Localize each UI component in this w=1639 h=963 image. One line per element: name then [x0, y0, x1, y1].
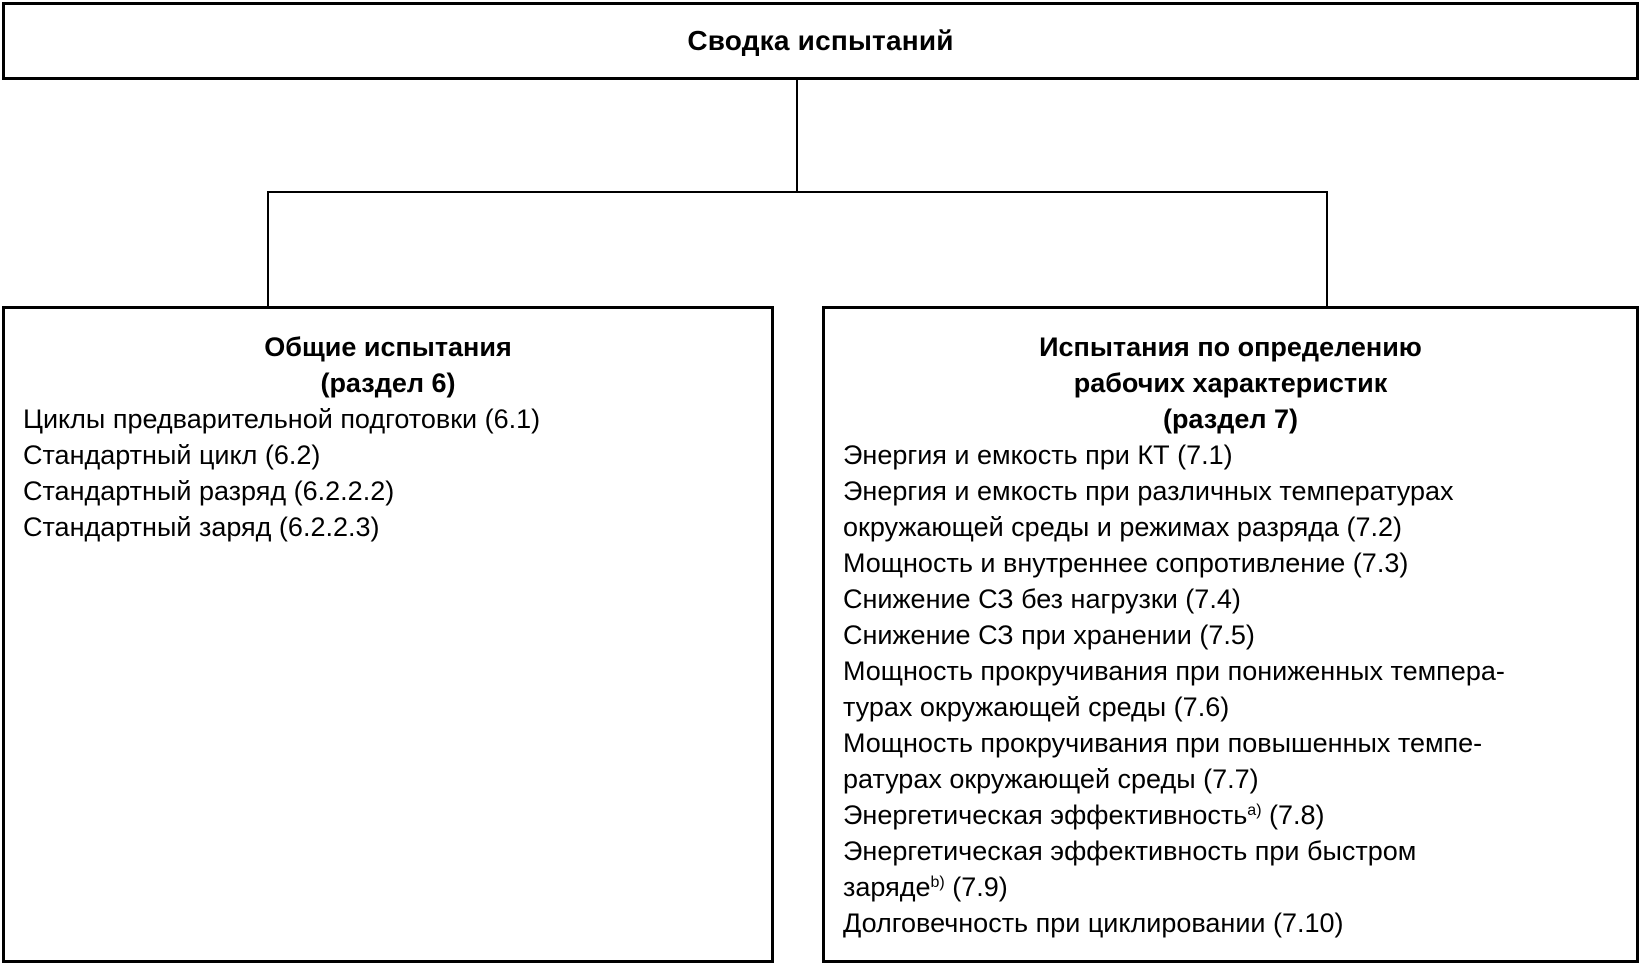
list-item: [843, 725, 1618, 797]
general-tests-heading-line1: Общие испытания: [264, 332, 512, 362]
list-item-line: Снижение СЗ при хранении (7.5): [843, 620, 1255, 650]
list-item-line: [843, 797, 1618, 833]
connector-trunk: [796, 80, 798, 193]
footnote-marker: a): [1247, 802, 1262, 819]
general-tests-box: [2, 306, 774, 963]
general-tests-list: [23, 401, 753, 545]
list-item-line: Энергетическая эффективность при быстром: [843, 836, 1417, 866]
performance-tests-heading: [843, 329, 1618, 437]
footnote-marker: b): [930, 874, 945, 891]
list-item-text: (7.9): [944, 872, 1008, 902]
performance-tests-heading-line1: Испытания по определению: [1039, 332, 1422, 362]
list-item: [843, 653, 1618, 725]
list-item-line: Мощность и внутреннее сопротивление (7.3): [843, 548, 1409, 578]
list-item: [843, 833, 1618, 905]
connector-horizontal: [267, 191, 1328, 193]
list-item: Стандартный разряд (6.2.2.2): [23, 476, 395, 506]
connector-right-drop: [1326, 191, 1328, 306]
list-item: [843, 473, 1618, 545]
connector-left-drop: [267, 191, 269, 306]
list-item-text: заряде: [843, 872, 931, 902]
list-item: [843, 545, 1618, 581]
general-tests-heading: [23, 329, 753, 401]
general-tests-heading-line2: (раздел 6): [320, 368, 456, 398]
list-item-line: Мощность прокручивания при пониженных темпера-: [843, 656, 1505, 686]
list-item-line: Энергия и емкость при КТ (7.1): [843, 440, 1233, 470]
list-item-line: [843, 869, 1618, 905]
list-item: Стандартный заряд (6.2.2.3): [23, 512, 380, 542]
performance-tests-heading-line3: (раздел 7): [1162, 404, 1299, 434]
list-item: [843, 905, 1618, 941]
list-item-line: окружающей среды и режимах разряда (7.2): [843, 512, 1403, 542]
summary-box: [2, 2, 1639, 80]
list-item: [843, 797, 1618, 833]
performance-tests-box: [822, 306, 1639, 963]
list-item-line: Энергия и емкость при различных температурах: [843, 476, 1454, 506]
list-item: [843, 437, 1618, 473]
list-item: Циклы предварительной подготовки (6.1): [23, 404, 541, 434]
list-item-line: Мощность прокручивания при повышенных темпе-: [843, 728, 1483, 758]
list-item-line: ратурах окружающей среды (7.7): [843, 764, 1259, 794]
list-item-line: Снижение СЗ без нагрузки (7.4): [843, 584, 1241, 614]
list-item: Стандартный цикл (6.2): [23, 440, 321, 470]
performance-tests-list: [843, 437, 1618, 941]
list-item-text: (7.8): [1261, 800, 1325, 830]
list-item-line: Долговечность при циклировании (7.10): [843, 908, 1344, 938]
list-item: [843, 581, 1618, 617]
list-item: [843, 617, 1618, 653]
summary-title: Сводка испытаний: [687, 25, 954, 56]
performance-tests-heading-line2: рабочих характеристик: [1073, 368, 1388, 398]
list-item-line: турах окружающей среды (7.6): [843, 692, 1230, 722]
list-item-text: Энергетическая эффективность: [843, 800, 1248, 830]
